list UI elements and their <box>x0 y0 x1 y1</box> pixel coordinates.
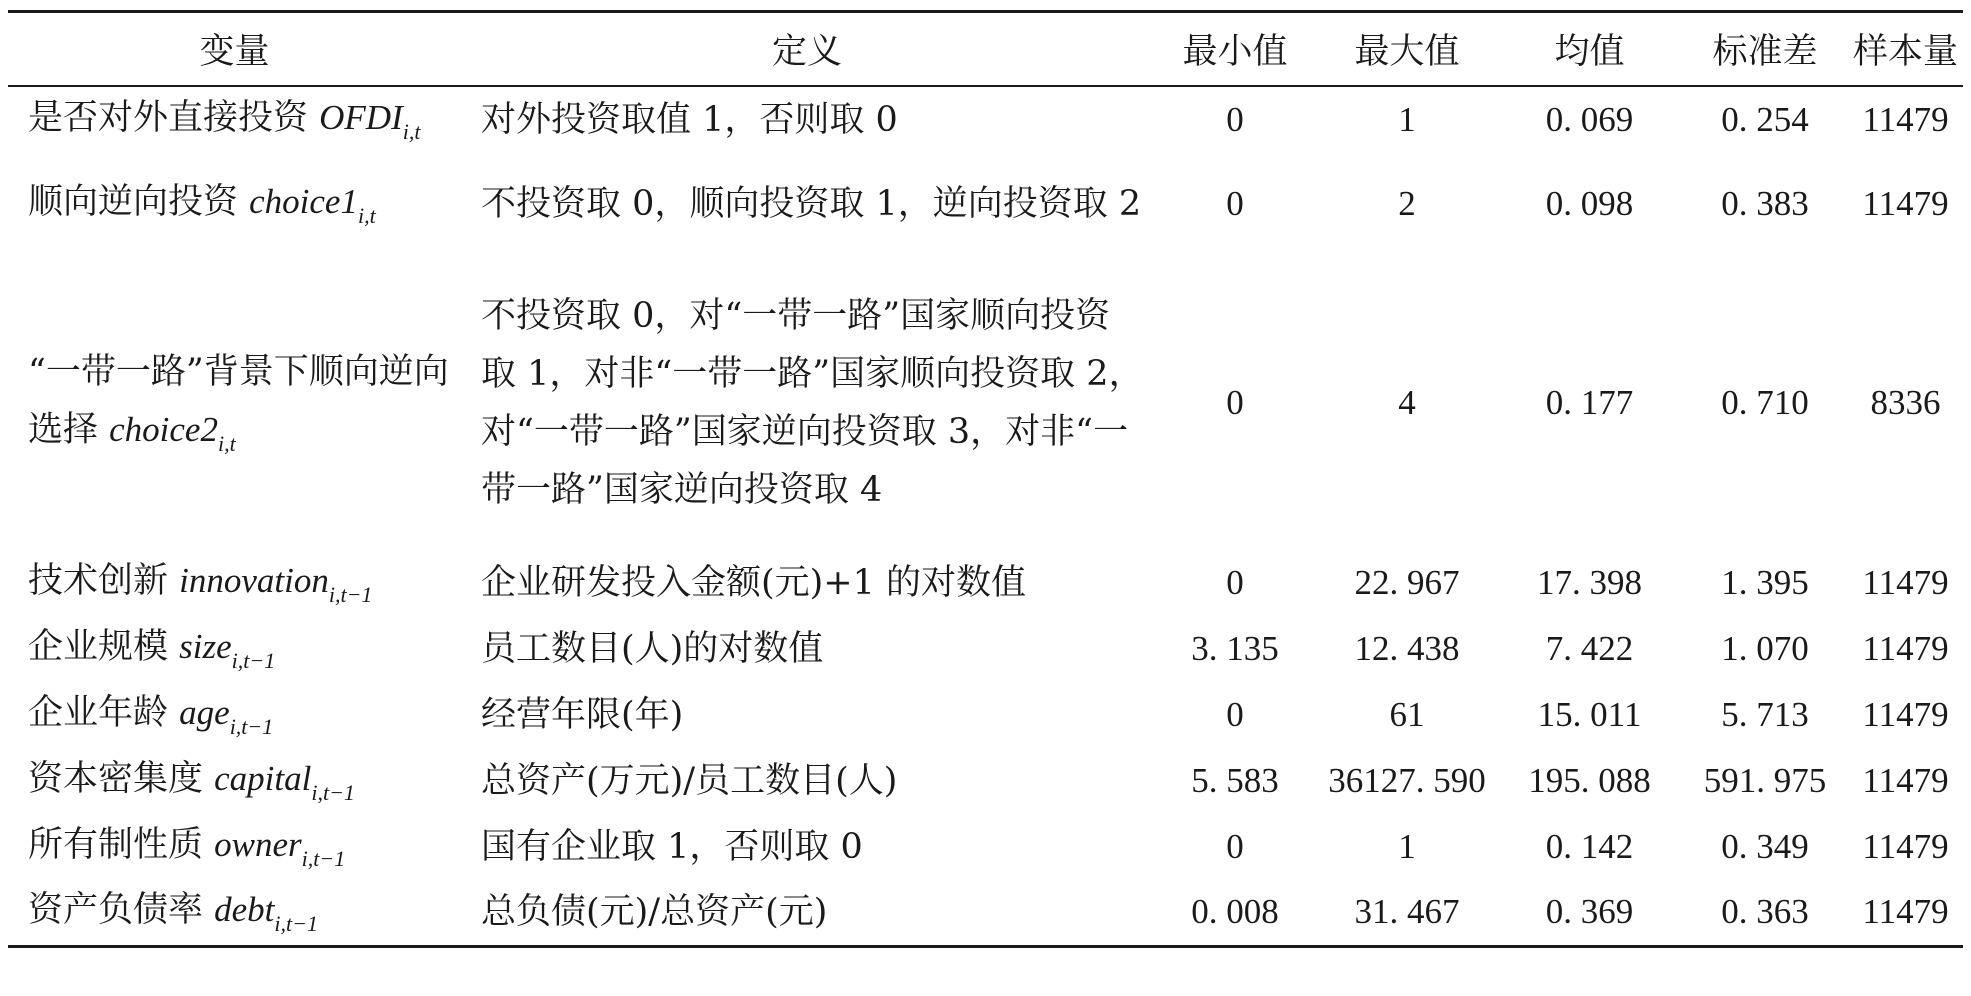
variable-cell <box>8 152 461 256</box>
min-cell: 0. 008 <box>1191 892 1279 932</box>
variable-cell <box>8 880 461 946</box>
table-row <box>8 550 1963 616</box>
sample-size-cell: 11479 <box>1862 761 1949 800</box>
max-cell: 61 <box>1389 695 1425 734</box>
definition-cell: 总资产(万元)/员工数目(人) <box>481 761 898 801</box>
definition-cell: 对外投资取值 1，否则取 0 <box>481 99 898 140</box>
max-cell: 31. 467 <box>1354 892 1460 932</box>
table-row <box>8 152 1963 256</box>
definition-cell: 总负债(元)/总资产(元) <box>481 892 828 933</box>
variable-subscript: i,t−1 <box>229 714 274 739</box>
variable-symbol: choice1 <box>249 182 358 221</box>
sd-cell: 0. 349 <box>1721 827 1809 866</box>
table-row <box>8 682 1963 748</box>
min-cell: 5. 583 <box>1191 761 1279 800</box>
variable-label: 企业年龄 <box>28 693 180 733</box>
mean-cell: 0. 069 <box>1545 99 1634 139</box>
variable-label: 顺向逆向投资 <box>28 182 250 222</box>
min-cell: 0 <box>1226 563 1244 602</box>
sd-cell: 591. 975 <box>1703 761 1827 800</box>
max-cell: 22. 967 <box>1354 563 1460 602</box>
sd-cell: 5. 713 <box>1721 695 1809 734</box>
header-max: 最大值 <box>1354 32 1460 72</box>
variable-label: 资产负债率 <box>28 890 215 931</box>
header-mean: 均值 <box>1554 32 1625 72</box>
variable-symbol: owner <box>214 825 302 864</box>
table-row <box>8 256 1963 550</box>
table-header-row <box>8 12 1963 87</box>
header-n: 样本量 <box>1852 32 1958 72</box>
variable-subscript: i,t−1 <box>301 846 346 871</box>
variable-cell <box>8 616 461 682</box>
sample-size-cell: 11479 <box>1862 184 1949 223</box>
variable-label: “一带一路”背景下顺向逆向选择 <box>28 352 449 450</box>
header-definition: 定义 <box>771 32 842 72</box>
variable-label: 资本密集度 <box>28 759 215 799</box>
sample-size-cell: 11479 <box>1862 695 1949 734</box>
variable-symbol: age <box>179 693 230 732</box>
variable-symbol: OFDI <box>319 97 403 137</box>
variable-cell <box>8 256 461 550</box>
max-cell: 1 <box>1398 99 1416 139</box>
min-cell: 0 <box>1226 184 1244 223</box>
table-row <box>8 748 1963 814</box>
table-row <box>8 880 1963 946</box>
variable-subscript: i,t <box>402 118 421 144</box>
mean-cell: 17. 398 <box>1537 563 1642 602</box>
variable-symbol: capital <box>214 759 312 798</box>
sample-size-cell: 11479 <box>1862 827 1949 866</box>
sample-size-cell: 11479 <box>1862 629 1949 668</box>
sd-cell: 0. 383 <box>1721 184 1809 223</box>
variable-symbol: choice2 <box>109 410 218 449</box>
sd-cell: 0. 254 <box>1721 99 1809 139</box>
variable-subscript: i,t <box>357 203 376 228</box>
variable-cell <box>8 682 461 748</box>
sample-size-cell: 11479 <box>1862 892 1949 932</box>
variable-cell <box>8 86 461 152</box>
definition-cell: 不投资取 0，顺向投资取 1，逆向投资取 2 <box>481 184 1142 224</box>
mean-cell: 0. 369 <box>1545 892 1634 932</box>
min-cell: 0 <box>1226 695 1244 734</box>
variable-label: 是否对外直接投资 <box>28 97 320 138</box>
variable-label: 企业规模 <box>28 627 180 667</box>
variable-symbol: debt <box>214 890 275 930</box>
table-row <box>8 616 1963 682</box>
min-cell: 0 <box>1226 383 1244 422</box>
variable-subscript: i,t−1 <box>231 648 276 673</box>
min-cell: 0 <box>1226 99 1244 139</box>
definition-cell: 员工数目(人)的对数值 <box>481 629 824 669</box>
min-cell: 0 <box>1226 827 1244 866</box>
variable-subscript: i,t−1 <box>328 582 373 607</box>
header-min: 最小值 <box>1182 32 1288 72</box>
descriptive-statistics-table <box>8 10 1963 948</box>
mean-cell: 0. 142 <box>1545 827 1634 866</box>
mean-cell: 15. 011 <box>1537 695 1642 734</box>
sample-size-cell: 11479 <box>1862 99 1949 139</box>
mean-cell: 0. 098 <box>1545 184 1634 223</box>
variable-cell <box>8 550 461 616</box>
variable-label: 所有制性质 <box>28 825 215 865</box>
sd-cell: 1. 070 <box>1721 629 1809 668</box>
variable-subscript: i,t <box>217 431 236 456</box>
definition-cell: 经营年限(年) <box>481 695 684 735</box>
max-cell: 12. 438 <box>1354 629 1460 668</box>
definition-cell: 不投资取 0，对“一带一路”国家顺向投资取 1，对非“一带一路”国家顺向投资取 2，对“一带一路”国家逆向投资取 3，对非“一带一路”国家逆向投资取 4 <box>481 296 1144 510</box>
max-cell: 2 <box>1398 184 1416 223</box>
table-row <box>8 86 1963 152</box>
variable-label: 技术创新 <box>28 561 180 601</box>
variable-symbol: size <box>179 627 232 666</box>
sample-size-cell: 11479 <box>1862 563 1949 602</box>
header-variable: 变量 <box>199 32 270 72</box>
variable-cell <box>8 748 461 814</box>
max-cell: 1 <box>1398 827 1416 866</box>
max-cell: 36127. 590 <box>1328 761 1486 800</box>
table-row <box>8 814 1963 880</box>
sd-cell: 0. 710 <box>1721 383 1809 422</box>
header-sd: 标准差 <box>1712 32 1818 72</box>
sd-cell: 1. 395 <box>1721 563 1809 602</box>
definition-cell: 国有企业取 1，否则取 0 <box>481 827 863 867</box>
mean-cell: 195. 088 <box>1528 761 1651 800</box>
definition-cell: 企业研发投入金额(元)+1 的对数值 <box>481 563 1027 603</box>
variable-symbol: innovation <box>179 561 329 600</box>
max-cell: 4 <box>1398 383 1416 422</box>
variable-subscript: i,t−1 <box>311 780 355 805</box>
min-cell: 3. 135 <box>1191 629 1279 668</box>
mean-cell: 7. 422 <box>1545 629 1634 668</box>
sd-cell: 0. 363 <box>1721 892 1809 932</box>
variable-subscript: i,t−1 <box>274 911 318 937</box>
variable-cell <box>8 814 461 880</box>
sample-size-cell: 8336 <box>1870 383 1941 422</box>
mean-cell: 0. 177 <box>1545 383 1634 422</box>
